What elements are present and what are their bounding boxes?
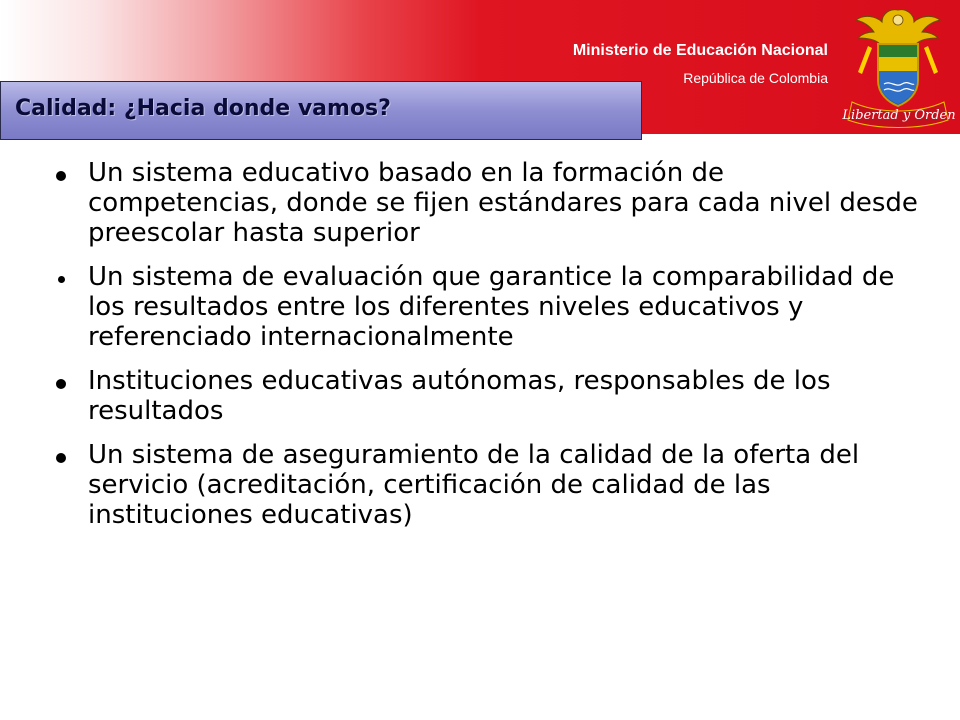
bullet-dot-icon xyxy=(56,453,66,463)
bullet-item xyxy=(50,440,920,530)
motto-text: Libertad y Orden xyxy=(842,108,956,123)
bullet-item xyxy=(50,366,920,426)
bullet-dot-icon xyxy=(58,276,65,283)
bullet-item xyxy=(50,158,920,248)
bullet-text: Un sistema educativo basado en la formación de competencias, donde se fijen estándares para cada nivel desde preescolar hasta superior xyxy=(88,158,918,248)
bullet-text: Un sistema de evaluación que garantice la comparabilidad de los resultados entre los diferentes niveles educativos y referenciado internacionalmente xyxy=(88,262,895,352)
bullet-text: Instituciones educativas autónomas, responsables de los resultados xyxy=(88,366,831,426)
bullet-text: Un sistema de aseguramiento de la calidad de la oferta del servicio (acreditación, certificación de calidad de las instituciones educativas) xyxy=(88,440,860,530)
ministry-name: Ministerio de Educación Nacional xyxy=(572,42,828,59)
bullet-item xyxy=(50,262,920,352)
slide-title: Calidad: ¿Hacia donde vamos? xyxy=(15,96,391,121)
slide-title-box xyxy=(0,81,642,140)
republic-name: República de Colombia xyxy=(683,70,828,86)
bullet-list xyxy=(50,158,920,544)
bullet-dot-icon xyxy=(56,171,66,181)
bullet-dot-icon xyxy=(56,379,66,389)
